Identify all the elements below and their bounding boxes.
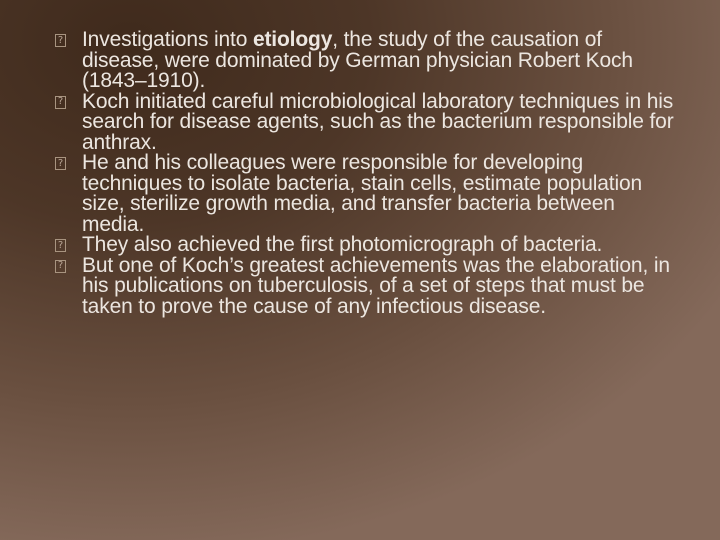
bullet-item (57, 253, 675, 318)
bullet-marker-icon: ? (55, 260, 66, 273)
bold-term-etiology: etiology (252, 28, 333, 51)
bullet-item (57, 151, 675, 236)
bullet-item (57, 28, 675, 92)
bullet-text: But one of Koch’s greatest achievements was the elaboration, in his publications on tuberculosis, of a set of steps that must be taken to prove the cause of any infectious disease. (82, 253, 670, 318)
bullet-text (82, 30, 675, 92)
bullet-marker-icon: ? (55, 96, 66, 109)
bullet-marker-icon: ? (55, 157, 66, 170)
bullet-text: They also achieved the first photomicrograph of bacteria. (82, 233, 603, 256)
bullet-text: Koch initiated careful microbiological laboratory techniques in his search for disease agents, such as the bacterium responsible for anthrax. (82, 89, 674, 154)
bullet-item (57, 233, 675, 256)
bullet-text: He and his colleagues were responsible for developing techniques to isolate bacteria, stain cells, estimate population size, sterilize growth media, and transfer bacteria between media. (82, 151, 643, 236)
bullet-text-end: , the study of the causation of disease, were dominated by German physician Robert Koch (1843–1910). (82, 28, 633, 92)
bullet-item (57, 89, 675, 154)
bullet-marker-icon: ? (55, 239, 66, 252)
bullet-list (57, 28, 675, 318)
bullet-text-start: Investigations into (82, 28, 253, 51)
bullet-marker-icon: ? (55, 34, 66, 47)
